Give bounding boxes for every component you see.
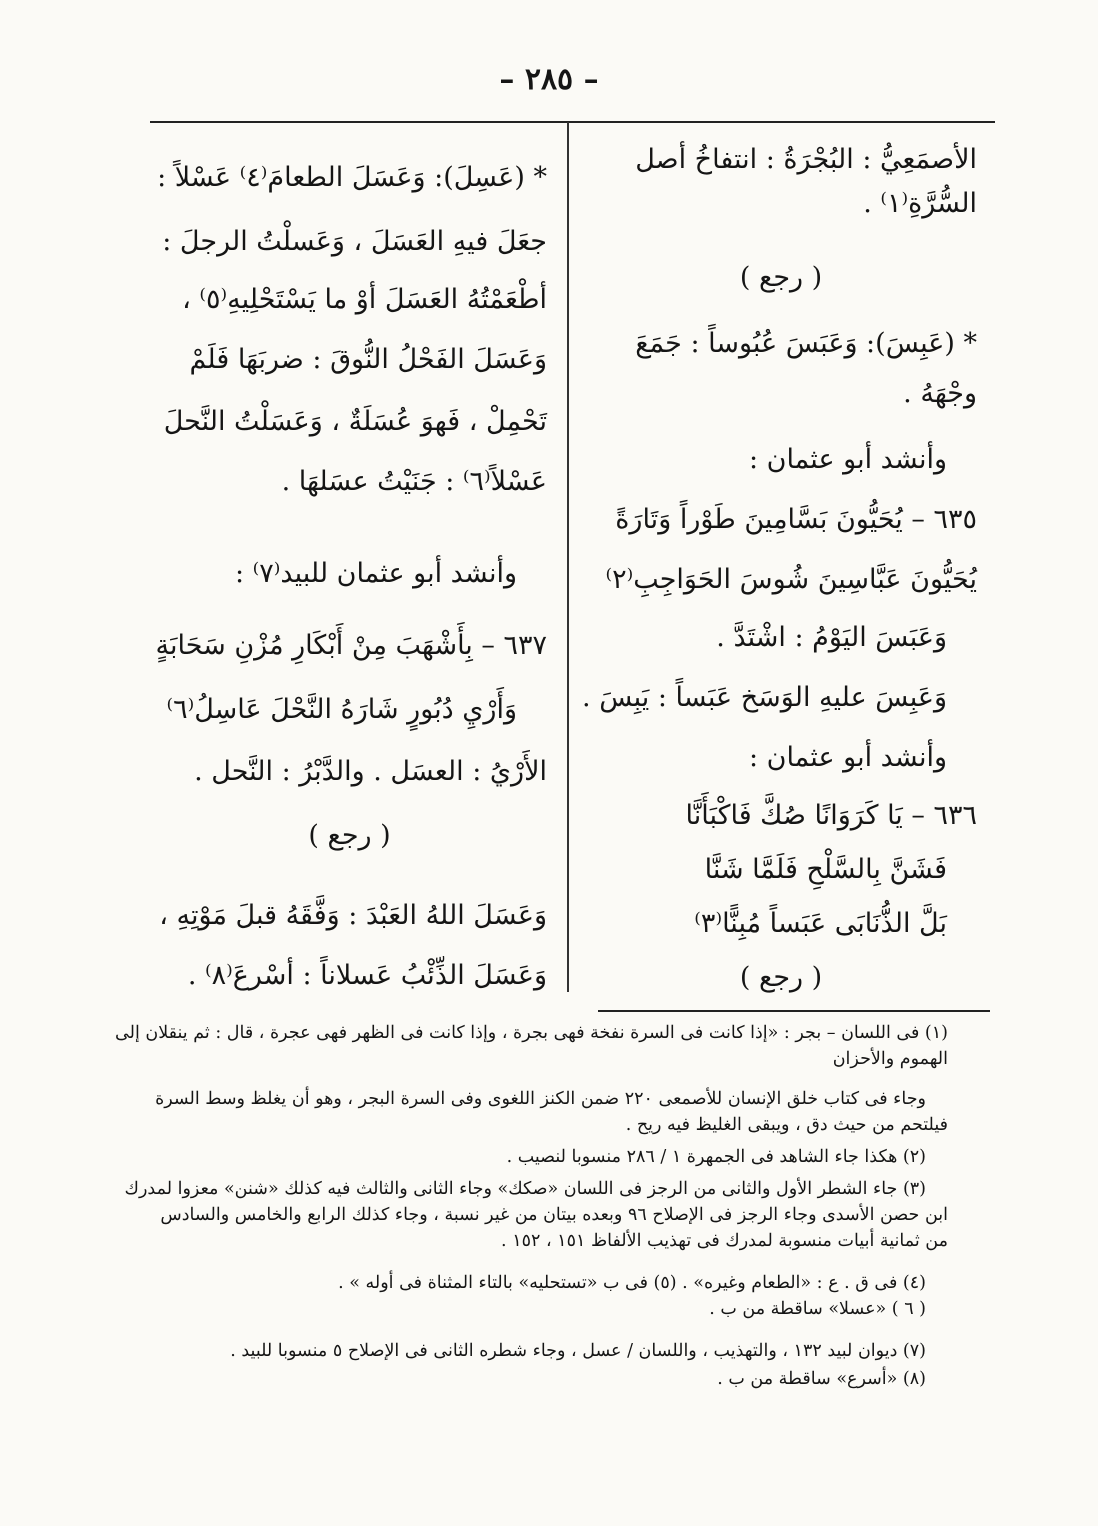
footnote-line: (١) فى اللسان – بجر : «إذا كانت فى السرة نفخة فهى بجرة ، وإذا كانت فى الظهر فهى عجرة ، قال : ثم ينقلان إلى xyxy=(115,1023,948,1043)
text-line: عَسْلاً⁽٦⁾ : جَنَيْتُ عسَلهَا . xyxy=(281,466,547,497)
text-line: الأصمَعِيُّ : البُجْرَةُ : انتفاخُ أصل xyxy=(635,144,977,175)
footnote-line: (٢) هكذا جاء الشاهد فى الجمهرة ١ / ٢٨٦ منسوبا لنصيب . xyxy=(506,1147,926,1167)
text-line: تَحْمِلْ ، فَهوَ عُسَلَةٌ ، وَعَسَلْتُ النَّحلَ xyxy=(163,406,547,437)
footnote-line: (٧) ديوان لبيد ١٣٢ ، والتهذيب ، واللسان / عسل ، وجاء شطره الثانى فى الإصلاح ٥ منسوبا للبيد . xyxy=(230,1341,926,1361)
text-line: السُّرَّةِ⁽١⁾ . xyxy=(863,188,977,219)
quote-intro: وأنشد أبو عثمان للبيد⁽٧⁾ : xyxy=(234,558,517,589)
verse-line: فَشَنَّ بِالسَّلْحِ فَلَمَّا شَنَّا xyxy=(704,854,947,885)
quote-intro: وأنشد أبو عثمان : xyxy=(748,444,947,475)
footnote-line: (٤) فى ق . ع : «الطعام وغيره» . (٥) فى ب «تستحليه» بالتاء المثناة فى أوله » . xyxy=(338,1273,926,1293)
column-divider xyxy=(567,122,569,992)
text-line: وَعَبِسَ عليهِ الوَسَخ عَبَساً : يَبِسَ . xyxy=(582,682,947,713)
footnote-line: الهموم والأحزان xyxy=(832,1049,948,1069)
entry-heading: * (عَسِلَ): وَعَسَلَ الطعامَ⁽٤⁾ عَسْلاً : xyxy=(157,162,547,193)
verse-line: ٦٣٥ – يُحَيُّونَ بَسَّامِينَ طَوْراً وَتَارَةً xyxy=(615,504,977,535)
text-line: أطْعَمْتُهُ العَسَلَ أوْ ما يَسْتَحْلِيهِ⁽٥⁾ ، xyxy=(182,284,547,315)
footnote-line: (٨) «أسرع» ساقطة من ب . xyxy=(717,1369,926,1389)
section-return-marker: ( رجع ) xyxy=(308,820,391,851)
text-line: وَعَسَلَ اللهُ العَبْدَ : وَفَّقَهُ قبلَ مَوْتِهِ ، xyxy=(159,900,547,931)
footnote-line: من ثمانية أبيات منسوبة لمدرك فى تهذيب الألفاظ ١٥١ ، ١٥٢ . xyxy=(501,1231,948,1251)
verse-line: ٦٣٦ – يَا كَرَوَانًا صُكَّ فَاكْبَأَنَّا xyxy=(685,800,977,831)
header-rule xyxy=(150,121,995,123)
verse-line: بَلَّ الذُّنَابَى عَبَساً مُبِنًّا⁽٣⁾ xyxy=(694,908,947,939)
footnote-line: ابن حصن الأسدى وجاء الرجز فى الإصلاح ٩٦ وبعده بيتان من غير نسبة ، وجاء كذلك الرابع والخامس والسادس xyxy=(160,1205,948,1225)
section-return-marker: ( رجع ) xyxy=(739,262,823,293)
text-line: جعَلَ فيهِ العَسَلَ ، وَعَسلْتُ الرجلَ : xyxy=(162,226,547,257)
verse-line: وَأَرْيِ دُبُورٍ شَارَهُ النَّحْلَ عَاسِلُ⁽٦⁾ xyxy=(166,694,517,725)
text-line: وَعَسَلَ الذِّئْبُ عَسلاناً : أسْرعَ⁽٨⁾ . xyxy=(187,960,547,991)
section-return-marker: ( رجع ) xyxy=(739,962,823,993)
quote-intro: وأنشد أبو عثمان : xyxy=(748,742,947,773)
footnote-line: فيلتحم من حيث دق ، ويبقى الغليظ فيه ريح . xyxy=(625,1115,948,1135)
footnote-line: (٣) جاء الشطر الأول والثانى من الرجز فى اللسان «صكك» وجاء الثانى والثالث فيه كذلك «شنن» معزوا لمدرك xyxy=(124,1179,926,1199)
text-line: وَعَسَلَ الفَحْلُ النُّوقَ : ضربَهَا فَلَمْ xyxy=(189,344,547,375)
text-line: الأَرْيُ : العسَل . والدَّبْرُ : النَّحل . xyxy=(194,756,547,787)
entry-heading: * (عَبِسَ): وَعَبَسَ عُبُوساً : جَمَعَ xyxy=(635,328,977,359)
footnote-line: وجاء فى كتاب خلق الإنسان للأصمعى ٢٢٠ ضمن الكنز اللغوى وفى السرة البجر ، وهو أن يغلظ وسط السرة xyxy=(155,1089,926,1109)
verse-line: ٦٣٧ – بِأَشْهَبَ مِنْ أَبْكَارِ مُزْنِ سَحَابَةٍ xyxy=(155,630,547,661)
footnote-rule xyxy=(598,1010,990,1012)
verse-line: يُحَيُّونَ عَبَّاسِينَ شُوسَ الحَوَاجِبِ⁽٢⁾ xyxy=(605,564,977,595)
text-line: وَعَبَسَ اليَوْمُ : اشْتَدَّ . xyxy=(716,622,947,653)
text-line: وجْهَهُ . xyxy=(903,378,977,409)
footnote-line: ( ٦ ) «عسلا» ساقطة من ب . xyxy=(709,1299,926,1319)
page-number: – ٢٨٥ – xyxy=(499,62,599,97)
